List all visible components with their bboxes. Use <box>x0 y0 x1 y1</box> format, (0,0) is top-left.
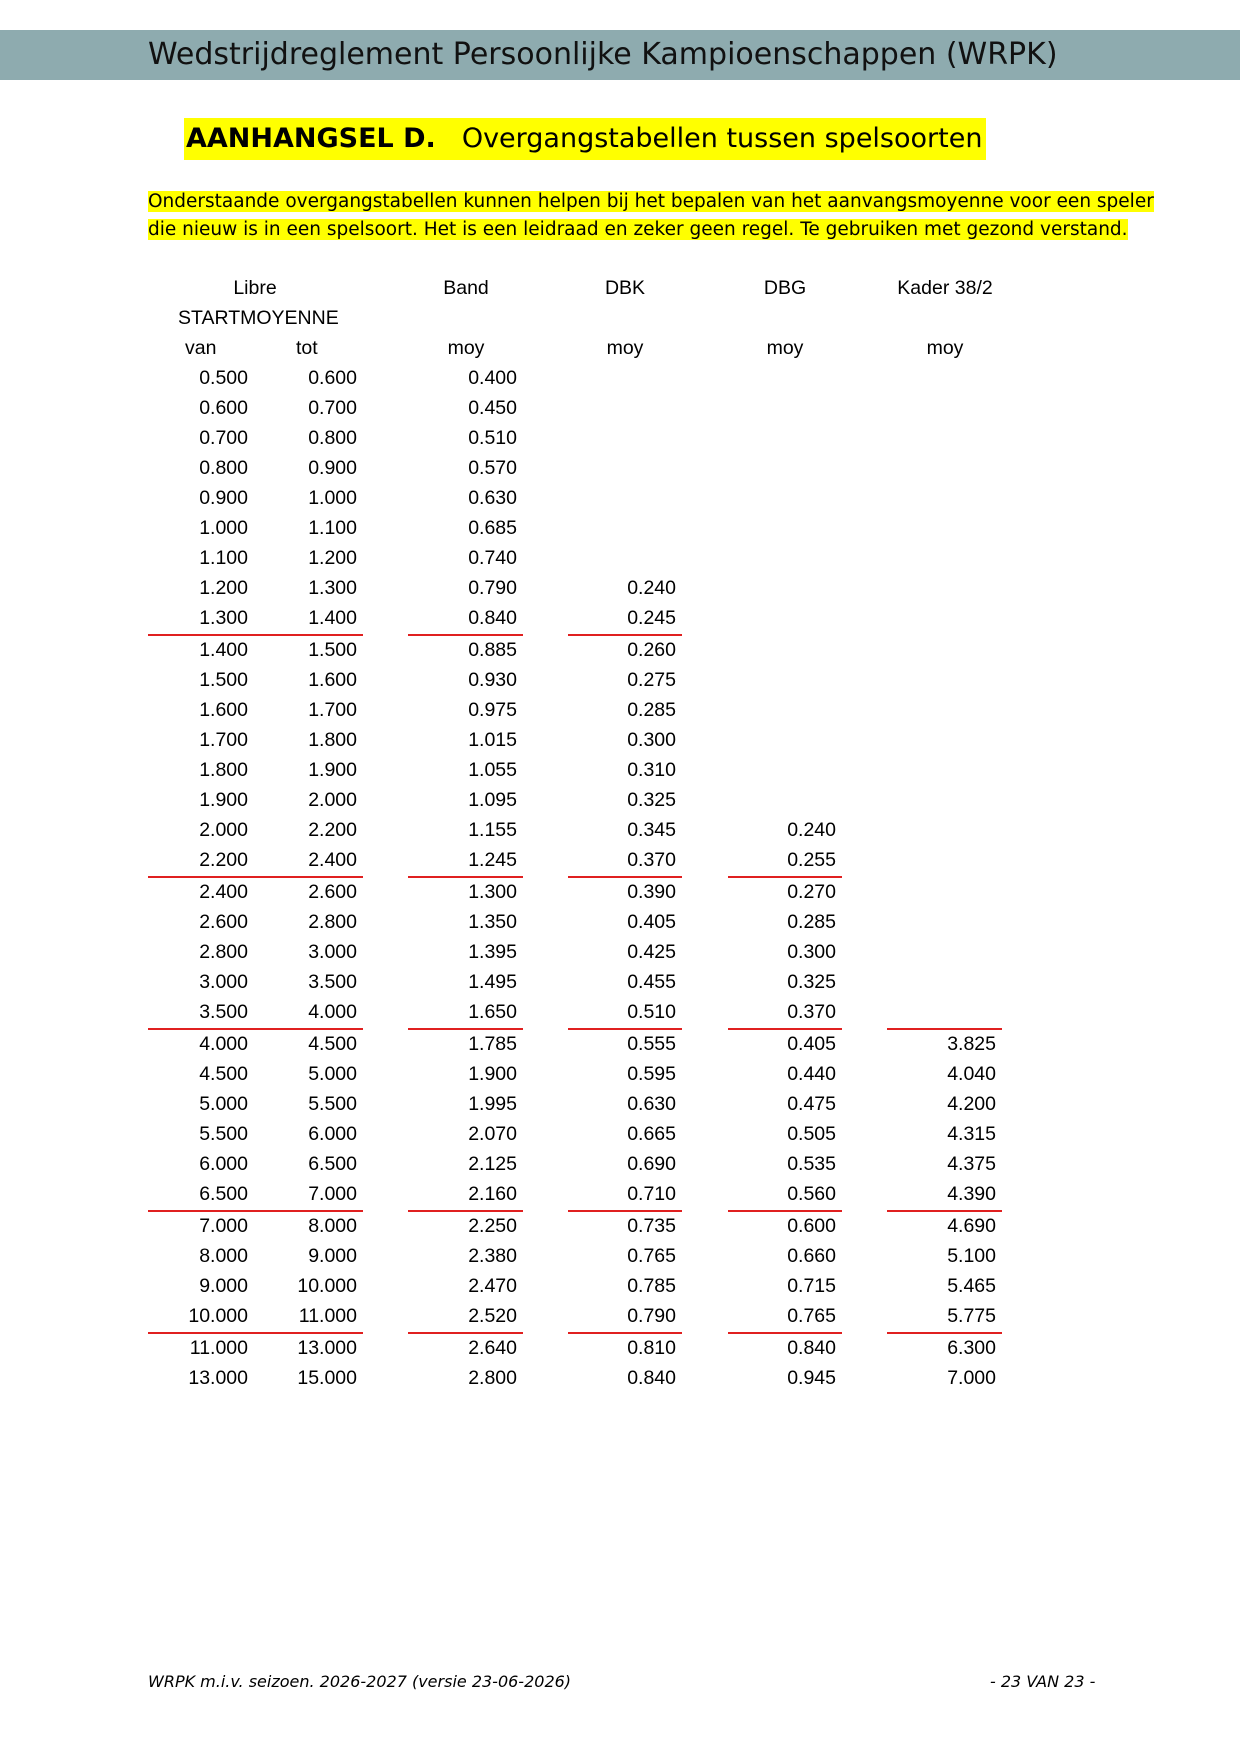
cell-dbg <box>726 393 836 423</box>
cell-dbg: 0.285 <box>787 911 836 933</box>
table-row <box>0 393 1240 423</box>
cell-band: 1.350 <box>468 911 517 933</box>
cell-band: 2.520 <box>468 1305 517 1327</box>
cell-dbg: 0.840 <box>787 1337 836 1359</box>
cell-tot: 1.200 <box>308 547 357 569</box>
cell-dbg: 0.945 <box>787 1367 836 1389</box>
cell-van: 2.000 <box>199 819 248 841</box>
cell-dbg: 0.370 <box>787 1001 836 1023</box>
cell-kader <box>886 845 996 875</box>
cell-tot: 1.800 <box>308 729 357 751</box>
cell-band: 0.930 <box>468 669 517 691</box>
cell-tot: 1.100 <box>308 517 357 539</box>
cell-dbk: 0.240 <box>627 577 676 599</box>
cell-dbk: 0.345 <box>627 819 676 841</box>
cell-band: 0.685 <box>468 517 517 539</box>
cell-dbg <box>726 543 836 573</box>
cell-dbg <box>726 755 836 785</box>
table-row <box>0 543 1240 573</box>
cell-dbk: 0.260 <box>627 639 676 661</box>
table-row <box>0 1059 1240 1089</box>
cell-dbg: 0.255 <box>787 849 836 871</box>
cell-van: 8.000 <box>199 1245 248 1267</box>
unit-dbk: moy <box>606 337 644 359</box>
cell-van: 4.000 <box>199 1033 248 1055</box>
cell-dbg <box>726 635 836 665</box>
table-row <box>0 1271 1240 1301</box>
cell-dbk: 0.325 <box>627 789 676 811</box>
cell-band: 1.245 <box>468 849 517 871</box>
cell-band: 1.300 <box>468 881 517 903</box>
cell-kader <box>886 997 996 1027</box>
cell-tot: 0.600 <box>308 367 357 389</box>
appendix-title: Overgangstabellen tussen spelsoorten <box>461 123 983 154</box>
unit-band: moy <box>447 337 485 359</box>
cell-van: 2.800 <box>199 941 248 963</box>
table-row <box>0 1363 1240 1393</box>
table-row <box>0 1089 1240 1119</box>
cell-band: 1.055 <box>468 759 517 781</box>
cell-band: 0.840 <box>468 607 517 629</box>
cell-dbk: 0.555 <box>627 1033 676 1055</box>
cell-kader <box>886 785 996 815</box>
cell-tot: 11.000 <box>298 1305 357 1327</box>
cell-kader <box>886 967 996 997</box>
cell-kader <box>886 907 996 937</box>
cell-van: 5.500 <box>199 1123 248 1145</box>
cell-kader: 5.100 <box>947 1245 996 1267</box>
table-row <box>0 907 1240 937</box>
cell-van: 3.500 <box>199 1001 248 1023</box>
intro-text <box>148 188 1158 244</box>
appendix-heading <box>184 118 986 160</box>
cell-kader: 4.375 <box>947 1153 996 1175</box>
cell-tot: 5.000 <box>308 1063 357 1085</box>
cell-van: 1.600 <box>199 699 248 721</box>
table-row <box>0 785 1240 815</box>
table-header-row <box>0 273 1240 303</box>
cell-kader <box>886 877 996 907</box>
cell-tot: 6.500 <box>308 1153 357 1175</box>
table-row <box>0 1179 1240 1209</box>
cell-dbk: 0.710 <box>627 1183 676 1205</box>
cell-van: 0.500 <box>199 367 248 389</box>
cell-tot: 3.500 <box>308 971 357 993</box>
cell-tot: 1.300 <box>308 577 357 599</box>
cell-band: 1.495 <box>468 971 517 993</box>
table-row <box>0 573 1240 603</box>
cell-kader <box>886 695 996 725</box>
table-row <box>0 997 1240 1027</box>
cell-band: 1.155 <box>468 819 517 841</box>
cell-kader: 5.465 <box>947 1275 996 1297</box>
cell-dbg: 0.660 <box>787 1245 836 1267</box>
cell-tot: 10.000 <box>297 1275 357 1297</box>
cell-band: 0.885 <box>468 639 517 661</box>
cell-band: 1.785 <box>468 1033 517 1055</box>
cell-dbg: 0.300 <box>787 941 836 963</box>
cell-dbg <box>726 695 836 725</box>
cell-band: 2.800 <box>468 1367 517 1389</box>
cell-kader: 4.315 <box>947 1123 996 1145</box>
cell-kader <box>886 815 996 845</box>
cell-dbk: 0.785 <box>627 1275 676 1297</box>
cell-dbk: 0.510 <box>627 1001 676 1023</box>
table-row <box>0 1241 1240 1271</box>
cell-band: 2.070 <box>468 1123 517 1145</box>
cell-dbk: 0.595 <box>627 1063 676 1085</box>
cell-tot: 1.500 <box>308 639 357 661</box>
cell-kader: 7.000 <box>947 1367 996 1389</box>
cell-dbk <box>566 453 676 483</box>
cell-kader <box>886 483 996 513</box>
table-row <box>0 423 1240 453</box>
cell-tot: 2.000 <box>308 789 357 811</box>
cell-dbg: 0.560 <box>787 1183 836 1205</box>
cell-kader <box>886 603 996 633</box>
cell-van: 6.500 <box>199 1183 248 1205</box>
table-row <box>0 755 1240 785</box>
cell-van: 6.000 <box>199 1153 248 1175</box>
cell-band: 0.510 <box>468 427 517 449</box>
cell-van: 1.500 <box>199 669 248 691</box>
cell-dbk: 0.690 <box>627 1153 676 1175</box>
table-subheader-row <box>0 303 1240 333</box>
header-libre: Libre <box>233 277 277 299</box>
cell-van: 13.000 <box>188 1367 248 1389</box>
cell-van: 9.000 <box>199 1275 248 1297</box>
table-row <box>0 725 1240 755</box>
cell-tot: 5.500 <box>308 1093 357 1115</box>
cell-van: 1.200 <box>199 577 248 599</box>
cell-kader <box>886 453 996 483</box>
cell-dbk <box>566 423 676 453</box>
cell-tot: 1.600 <box>308 669 357 691</box>
cell-kader: 4.690 <box>947 1215 996 1237</box>
cell-dbk: 0.310 <box>627 759 676 781</box>
cell-kader <box>886 423 996 453</box>
cell-dbk: 0.370 <box>627 849 676 871</box>
cell-tot: 0.700 <box>308 397 357 419</box>
page-header-title: Wedstrijdreglement Persoonlijke Kampioenschappen (WRPK) <box>148 37 1058 72</box>
cell-dbk: 0.630 <box>627 1093 676 1115</box>
cell-van: 7.000 <box>199 1215 248 1237</box>
table-row <box>0 635 1240 665</box>
cell-dbk: 0.665 <box>627 1123 676 1145</box>
cell-kader <box>886 363 996 393</box>
unit-dbg: moy <box>766 337 804 359</box>
cell-kader <box>886 393 996 423</box>
header-startmoyenne: STARTMOYENNE <box>178 307 339 329</box>
cell-dbg: 0.715 <box>787 1275 836 1297</box>
header-kader: Kader 38/2 <box>897 277 993 299</box>
cell-van: 2.200 <box>199 849 248 871</box>
cell-van: 0.600 <box>199 397 248 419</box>
cell-dbk <box>566 543 676 573</box>
cell-band: 1.650 <box>468 1001 517 1023</box>
table-row <box>0 665 1240 695</box>
cell-van: 1.700 <box>199 729 248 751</box>
cell-dbk: 0.300 <box>627 729 676 751</box>
cell-dbg <box>726 483 836 513</box>
cell-band: 1.900 <box>468 1063 517 1085</box>
table-row <box>0 877 1240 907</box>
cell-band: 0.400 <box>468 367 517 389</box>
header-band: Band <box>443 277 489 299</box>
cell-dbk: 0.810 <box>627 1337 676 1359</box>
cell-dbg <box>726 665 836 695</box>
cell-kader: 4.390 <box>947 1183 996 1205</box>
table-row <box>0 513 1240 543</box>
cell-dbk: 0.405 <box>627 911 676 933</box>
cell-tot: 2.800 <box>308 911 357 933</box>
cell-dbg <box>726 423 836 453</box>
cell-dbg <box>726 573 836 603</box>
header-dbg: DBG <box>763 277 807 299</box>
cell-dbg: 0.765 <box>787 1305 836 1327</box>
cell-tot: 4.500 <box>308 1033 357 1055</box>
table-row <box>0 967 1240 997</box>
intro-line-2: die nieuw is in een spelsoort. Het is een leidraad en zeker geen regel. Te gebruiken met gezond verstand. <box>148 219 1128 240</box>
cell-tot: 2.200 <box>308 819 357 841</box>
cell-dbg: 0.270 <box>787 881 836 903</box>
cell-tot: 0.800 <box>308 427 357 449</box>
table-row <box>0 1333 1240 1363</box>
cell-kader: 4.040 <box>947 1063 996 1085</box>
cell-van: 1.100 <box>199 547 248 569</box>
intro-line-1: Onderstaande overgangstabellen kunnen helpen bij het bepalen van het aanvangsmoyenne voor een speler <box>148 191 1154 212</box>
cell-tot: 1.900 <box>308 759 357 781</box>
cell-van: 11.000 <box>189 1337 248 1359</box>
cell-tot: 9.000 <box>308 1245 357 1267</box>
cell-band: 0.570 <box>468 457 517 479</box>
cell-tot: 0.900 <box>308 457 357 479</box>
cell-kader: 3.825 <box>947 1033 996 1055</box>
cell-kader <box>886 665 996 695</box>
footer-page-number: - 23 VAN 23 - <box>990 1672 1096 1691</box>
table-row <box>0 695 1240 725</box>
unit-van: van <box>185 337 217 359</box>
cell-tot: 2.600 <box>308 881 357 903</box>
cell-band: 2.380 <box>468 1245 517 1267</box>
cell-kader <box>886 725 996 755</box>
cell-tot: 7.000 <box>308 1183 357 1205</box>
cell-van: 1.900 <box>199 789 248 811</box>
cell-dbk: 0.285 <box>627 699 676 721</box>
cell-kader <box>886 937 996 967</box>
cell-van: 1.000 <box>199 517 248 539</box>
cell-tot: 4.000 <box>308 1001 357 1023</box>
cell-tot: 1.700 <box>308 699 357 721</box>
cell-tot: 8.000 <box>308 1215 357 1237</box>
cell-tot: 6.000 <box>308 1123 357 1145</box>
cell-kader: 5.775 <box>947 1305 996 1327</box>
header-dbk: DBK <box>604 277 646 299</box>
cell-band: 0.740 <box>468 547 517 569</box>
cell-van: 0.900 <box>199 487 248 509</box>
cell-van: 1.400 <box>199 639 248 661</box>
cell-dbg <box>726 453 836 483</box>
cell-tot: 2.400 <box>308 849 357 871</box>
cell-dbg: 0.505 <box>787 1123 836 1145</box>
cell-van: 5.000 <box>199 1093 248 1115</box>
table-units-row <box>0 333 1240 363</box>
cell-tot: 1.000 <box>308 487 357 509</box>
cell-dbk <box>566 513 676 543</box>
cell-van: 1.800 <box>199 759 248 781</box>
cell-band: 2.160 <box>468 1183 517 1205</box>
table-row <box>0 1149 1240 1179</box>
table-row <box>0 1029 1240 1059</box>
cell-dbg: 0.535 <box>787 1153 836 1175</box>
cell-band: 2.250 <box>468 1215 517 1237</box>
cell-band: 2.640 <box>468 1337 517 1359</box>
table-row <box>0 845 1240 875</box>
cell-van: 3.000 <box>199 971 248 993</box>
cell-dbk: 0.455 <box>627 971 676 993</box>
cell-band: 1.395 <box>468 941 517 963</box>
cell-dbk <box>566 483 676 513</box>
cell-dbg <box>726 785 836 815</box>
cell-dbk: 0.275 <box>627 669 676 691</box>
cell-band: 2.470 <box>468 1275 517 1297</box>
cell-band: 0.630 <box>468 487 517 509</box>
cell-van: 4.500 <box>199 1063 248 1085</box>
cell-dbg: 0.475 <box>787 1093 836 1115</box>
table-row <box>0 483 1240 513</box>
cell-kader: 6.300 <box>947 1337 996 1359</box>
table-row <box>0 937 1240 967</box>
appendix-label: AANHANGSEL D. <box>186 123 436 154</box>
cell-tot: 15.000 <box>297 1367 357 1389</box>
cell-band: 0.790 <box>468 577 517 599</box>
table-row <box>0 453 1240 483</box>
unit-tot: tot <box>296 337 318 359</box>
unit-kader: moy <box>926 337 964 359</box>
cell-van: 2.400 <box>199 881 248 903</box>
cell-dbk: 0.735 <box>627 1215 676 1237</box>
cell-band: 0.975 <box>468 699 517 721</box>
cell-tot: 1.400 <box>308 607 357 629</box>
cell-dbg: 0.405 <box>787 1033 836 1055</box>
cell-band: 1.995 <box>468 1093 517 1115</box>
cell-dbg: 0.440 <box>787 1063 836 1085</box>
table-row <box>0 363 1240 393</box>
cell-van: 2.600 <box>199 911 248 933</box>
cell-dbk: 0.390 <box>627 881 676 903</box>
cell-dbg <box>726 725 836 755</box>
cell-dbk: 0.840 <box>627 1367 676 1389</box>
cell-dbg <box>726 603 836 633</box>
table-row <box>0 603 1240 633</box>
cell-kader <box>886 513 996 543</box>
cell-dbg: 0.600 <box>787 1215 836 1237</box>
cell-kader <box>886 635 996 665</box>
cell-dbk: 0.245 <box>627 607 676 629</box>
cell-tot: 3.000 <box>308 941 357 963</box>
cell-dbk: 0.765 <box>627 1245 676 1267</box>
cell-band: 1.095 <box>468 789 517 811</box>
cell-dbg: 0.240 <box>787 819 836 841</box>
table-row <box>0 815 1240 845</box>
cell-dbg <box>726 513 836 543</box>
cell-kader: 4.200 <box>947 1093 996 1115</box>
cell-van: 0.700 <box>199 427 248 449</box>
footer-version: WRPK m.i.v. seizoen. 2026-2027 (versie 23-06-2026) <box>148 1672 572 1691</box>
cell-dbk <box>566 393 676 423</box>
table-row <box>0 1301 1240 1331</box>
cell-tot: 13.000 <box>297 1337 357 1359</box>
cell-band: 1.015 <box>468 729 517 751</box>
cell-dbk <box>566 363 676 393</box>
cell-van: 1.300 <box>199 607 248 629</box>
cell-van: 10.000 <box>188 1305 248 1327</box>
cell-dbk: 0.790 <box>627 1305 676 1327</box>
table-row <box>0 1211 1240 1241</box>
cell-dbg: 0.325 <box>787 971 836 993</box>
cell-dbk: 0.425 <box>627 941 676 963</box>
cell-kader <box>886 573 996 603</box>
table-row <box>0 1119 1240 1149</box>
cell-dbg <box>726 363 836 393</box>
cell-band: 0.450 <box>468 397 517 419</box>
cell-van: 0.800 <box>199 457 248 479</box>
cell-kader <box>886 543 996 573</box>
cell-band: 2.125 <box>468 1153 517 1175</box>
cell-kader <box>886 755 996 785</box>
